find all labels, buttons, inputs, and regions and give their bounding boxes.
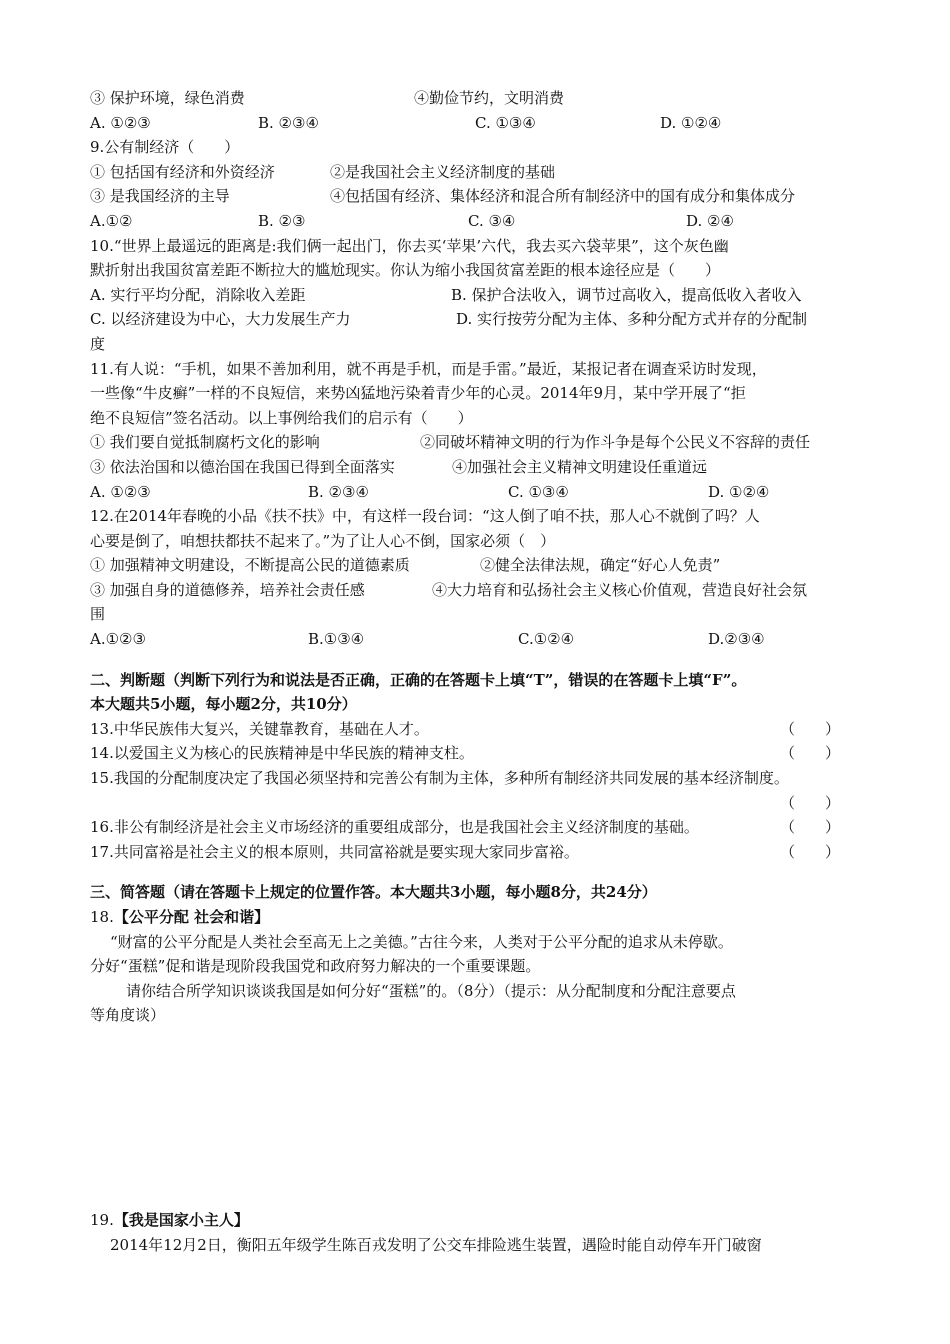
q14-answer-paren: （ ） — [779, 744, 840, 763]
q18-title: 【公平分配 社会和谐】 — [113, 908, 270, 926]
q18-line-4: 等角度谈） — [90, 1006, 166, 1025]
q16-text: 16.非公有制经济是社会主义市场经济的重要组成部分，也是我国社会主义经济制度的基础。 — [90, 818, 699, 837]
q12-option-b: B.①③④ — [308, 630, 365, 649]
q9-option-d: D. ②④ — [686, 211, 734, 230]
q16-answer-paren: （ ） — [779, 818, 840, 837]
q9-options — [90, 209, 870, 234]
section2-heading-2: 本大题共5小题，每小题2分，共10分） — [90, 695, 357, 714]
q8-options — [90, 111, 870, 136]
q12-items-row-2 — [90, 578, 870, 603]
q12-option-a: A.①②③ — [90, 630, 146, 649]
q9-option-b: B. ②③ — [258, 211, 306, 230]
q12-option-d: D.②③④ — [708, 630, 765, 649]
q11-options — [90, 480, 870, 505]
q12-item-1: ① 加强精神文明建设，不断提高公民的道德素质 — [90, 556, 410, 575]
q8-option-a: A. ①②③ — [90, 113, 151, 132]
q13-text: 13.中华民族伟大复兴，关键靠教育，基础在人才。 — [90, 719, 429, 738]
q16-row — [90, 815, 870, 840]
q8-item-3: ③ 保护环境，绿色消费 — [90, 89, 245, 107]
q9-stem: 9.公有制经济（ ） — [90, 138, 240, 157]
q11-item-4: ④加强社会主义精神文明建设任重道远 — [452, 457, 708, 476]
q18-line-3: 请你结合所学知识谈谈我国是如何分好“蛋糕”的。（8分）（提示：从分配制度和分配注意要点 — [126, 981, 736, 1000]
q15-row — [90, 766, 870, 791]
q8-items-row — [90, 86, 870, 111]
q12-item-2: ②健全法律法规，确定“好心人免责” — [480, 556, 721, 575]
section3-heading: 三、简答题（请在答题卡上规定的位置作答。本大题共3小题，每小题8分，共24分） — [90, 883, 657, 902]
q10-options-row-2 — [90, 307, 870, 332]
q12-stem-1: 12.在2014年春晚的小品《扶不扶》中，有这样一段台词：“这人倒了咱不扶，那人心不就倒了吗？人 — [90, 507, 760, 526]
q8-option-c: C. ①③④ — [475, 113, 536, 132]
q19-title: 【我是国家小主人】 — [113, 1210, 249, 1229]
q18-number: 18. — [90, 908, 114, 926]
q14-row — [90, 741, 870, 766]
q17-answer-paren: （ ） — [779, 842, 840, 861]
q18-line-2: 分好“蛋糕”促和谐是现阶段我国党和政府努力解决的一个重要课题。 — [90, 957, 541, 976]
q17-text: 17.共同富裕是社会主义的根本原则，共同富裕就是要实现大家同步富裕。 — [90, 842, 579, 861]
q12-item-4: ④大力培育和弘扬社会主义核心价值观，营造良好社会氛 — [432, 580, 808, 599]
q15-text: 15.我国的分配制度决定了我国必须坚持和完善公有制为主体，多种所有制经济共同发展的基本经济制度。 — [90, 769, 789, 788]
q14-text: 14.以爱国主义为核心的民族精神是中华民族的精神支柱。 — [90, 744, 474, 763]
q11-option-c: C. ①③④ — [508, 482, 569, 501]
q15-answer-paren: （ ） — [779, 793, 840, 812]
q10-options-row-1 — [90, 283, 870, 308]
q9-option-c: C. ③④ — [468, 211, 516, 230]
q12-item-4-cont: 围 — [90, 605, 106, 624]
q11-stem-2: 一些像“牛皮癣”一样的不良短信，来势凶猛地污染着青少年的心灵。2014年9月，某中学开展了“拒 — [90, 384, 746, 403]
q11-item-1: ① 我们要自觉抵制腐朽文化的影响 — [90, 433, 320, 452]
q9-item-2: ②是我国社会主义经济制度的基础 — [330, 162, 556, 181]
q11-stem-3: 绝不良短信”签名活动。以上事例给我们的启示有（ ） — [90, 408, 473, 427]
q9-item-4: ④包括国有经济、集体经济和混合所有制经济中的国有成分和集体成分 — [330, 187, 796, 206]
q12-items-row-1 — [90, 553, 870, 578]
q12-options — [90, 627, 870, 652]
q18-line-1: “财富的公平分配是人类社会至高无上之美德。”古往今来，人类对于公平分配的追求从未停歇。 — [110, 932, 733, 951]
q11-item-3: ③ 依法治国和以德治国在我国已得到全面落实 — [90, 457, 395, 476]
section2-heading-1: 二、判断题（判断下列行为和说法是否正确，正确的在答题卡上填“T”，错误的在答题卡上填“F”。 — [90, 670, 747, 689]
q9-items-row-1 — [90, 160, 870, 185]
q11-stem-1: 11.有人说：“手机，如果不善加利用，就不再是手机，而是手雷。”最近，某报记者在调查采访时发现， — [90, 359, 767, 378]
q10-option-d-cont: 度 — [90, 334, 106, 353]
q11-option-b: B. ②③④ — [308, 482, 369, 501]
q12-option-c: C.①②④ — [518, 630, 575, 649]
q10-stem-1: 10.“世界上最遥远的距离是:我们俩一起出门，你去买‘苹果’六代，我去买六袋苹果”，这个灰色幽 — [90, 236, 729, 255]
q9-item-3: ③ 是我国经济的主导 — [90, 187, 230, 206]
q10-option-b: B. 保护合法收入，调节过高收入，提高低收入者收入 — [451, 285, 802, 304]
q19-title-row — [90, 1208, 870, 1233]
q19-line-1: 2014年12月2日，衡阳五年级学生陈百戎发明了公交车排险逃生装置，遇险时能自动停车开门破窗 — [110, 1235, 762, 1254]
q18-title-row — [90, 905, 870, 930]
exam-page — [90, 86, 870, 1257]
q10-option-a: A. 实行平均分配，消除收入差距 — [90, 285, 306, 304]
q11-items-row-2 — [90, 455, 870, 480]
q19-number: 19. — [90, 1210, 114, 1229]
q17-row — [90, 840, 870, 865]
q13-row — [90, 717, 870, 742]
q8-item-4: ④勤俭节约，文明消费 — [414, 89, 565, 107]
q9-option-a: A.①② — [90, 211, 133, 230]
q11-item-2: ②同破坏精神文明的行为作斗争是每个公民义不容辞的责任 — [420, 433, 811, 452]
q11-option-a: A. ①②③ — [90, 482, 151, 501]
q10-option-c: C. 以经济建设为中心，大力发展生产力 — [90, 310, 351, 329]
q10-stem-2: 默折射出我国贫富差距不断拉大的尴尬现实。你认为缩小我国贫富差距的根本途径应是（ ） — [90, 261, 721, 280]
q10-option-d: D. 实行按劳分配为主体、多种分配方式并存的分配制 — [456, 310, 808, 329]
q11-option-d: D. ①②④ — [708, 482, 770, 501]
q18-answer-space — [90, 1028, 870, 1208]
q9-item-1: ① 包括国有经济和外资经济 — [90, 162, 275, 181]
q12-item-3: ③ 加强自身的道德修养，培养社会责任感 — [90, 580, 365, 599]
q12-stem-2: 心要是倒了，咱想扶都扶不起来了。”为了让人心不倒，国家必须（ ） — [90, 531, 556, 550]
q13-answer-paren: （ ） — [779, 719, 840, 738]
q8-option-d: D. ①②④ — [660, 113, 722, 132]
q15-paren-row — [90, 791, 870, 816]
q9-items-row-2 — [90, 184, 870, 209]
q8-option-b: B. ②③④ — [258, 113, 319, 132]
q11-items-row-1 — [90, 430, 870, 455]
